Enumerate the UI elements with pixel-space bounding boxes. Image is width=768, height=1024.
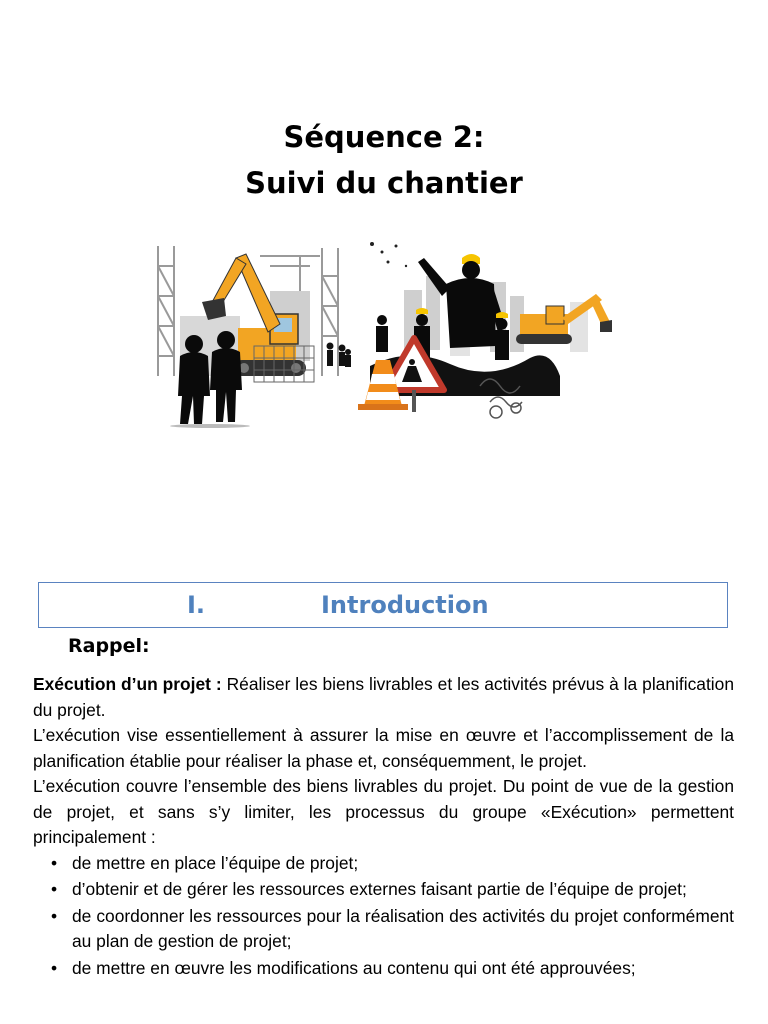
paragraph-definition: [33, 672, 734, 723]
body-text: [33, 672, 734, 982]
list-item-text: de mettre en place l’équipe de projet;: [72, 852, 359, 873]
list-item-text: de coordonner les ressources pour la réalisation des activités du projet conformément au plan de gestion de projet;: [72, 905, 734, 951]
section-title: Introduction: [321, 591, 489, 619]
definition-text: Réaliser les biens livrables et les activités prévus à la planification du projet.: [33, 674, 734, 720]
title-line-subject: Suivi du chantier: [245, 166, 523, 200]
bullet-icon: •: [51, 957, 58, 978]
list-item: [33, 904, 734, 955]
list-item-text: d’obtenir et de gérer les ressources externes faisant partie de l’équipe de projet;: [72, 879, 687, 899]
section-heading-box: [38, 582, 728, 628]
definition-term: Exécution d’un projet :: [33, 674, 222, 694]
document-title: [0, 114, 768, 206]
construction-site-excavator-workers-icon: [152, 242, 351, 428]
bullet-icon: •: [51, 879, 58, 899]
title-line-sequence: Séquence 2:: [283, 120, 485, 154]
list-item: [33, 851, 734, 877]
construction-illustration: [150, 236, 616, 428]
construction-workers-warning-sign-excavator-icon: [358, 242, 612, 418]
paragraph-execution-scope: L’exécution couvre l’ensemble des biens livrables du projet. Du point de vue de la gestion de projet, et sans s’y limiter, les processus du groupe «Exécution» permettent principalement :: [33, 776, 734, 847]
rappel-heading: Rappel:: [68, 635, 150, 657]
paragraph-execution-purpose: L’exécution vise essentiellement à assurer la mise en œuvre et l’accomplissement de la planification établie pour réaliser la phase et, conséquemment, le projet.: [33, 725, 734, 771]
bullet-icon: •: [51, 852, 58, 873]
bullet-list: [33, 851, 734, 982]
list-item: [33, 877, 734, 903]
bullet-icon: •: [51, 905, 58, 926]
list-item-text: de mettre en œuvre les modifications au contenu qui ont été approuvées;: [72, 957, 636, 978]
section-number: I.: [187, 591, 206, 619]
list-item: [33, 956, 734, 982]
